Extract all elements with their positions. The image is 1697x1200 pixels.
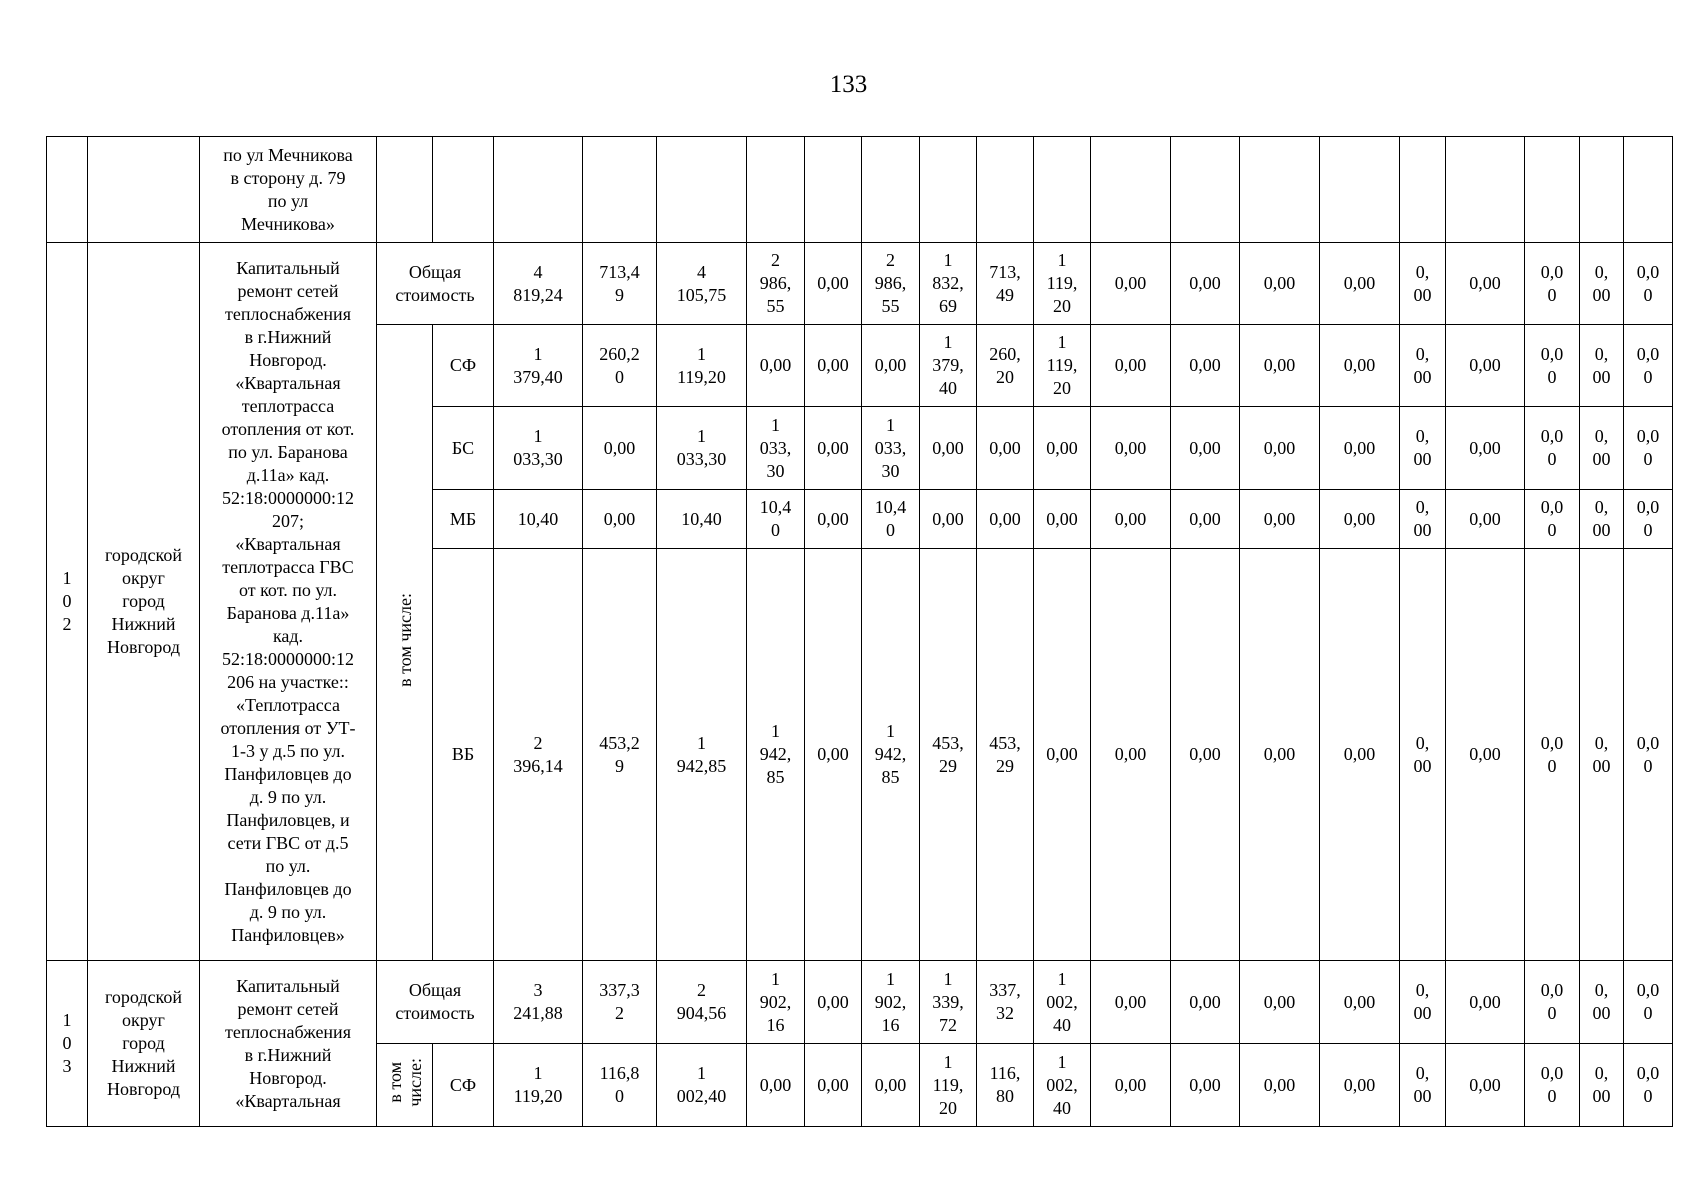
table-row <box>47 243 1673 325</box>
empty-cell <box>1091 137 1171 243</box>
value-cell: 0,00 <box>805 325 862 407</box>
value-cell: 2 986, 55 <box>747 243 805 325</box>
value-cell: 0,00 <box>1034 407 1091 490</box>
project-name-cell: Капитальный ремонт сетей теплоснабжения в г.Нижний Новгород. «Квартальная <box>200 961 377 1127</box>
empty-cell <box>1446 137 1525 243</box>
empty-cell <box>977 137 1034 243</box>
empty-cell <box>1320 137 1400 243</box>
value-cell: 1 033,30 <box>494 407 583 490</box>
value-cell: 337, 32 <box>977 961 1034 1044</box>
value-cell: 0,00 <box>920 407 977 490</box>
value-cell: 0,00 <box>1171 1044 1240 1127</box>
value-cell: 0,00 <box>805 407 862 490</box>
value-cell: 713,4 9 <box>583 243 657 325</box>
value-cell: 0,00 <box>1240 1044 1320 1127</box>
row-number-cell: 1 0 2 <box>47 243 88 961</box>
empty-cell <box>494 137 583 243</box>
value-cell: 1 119, 20 <box>1034 325 1091 407</box>
value-cell: 0,00 <box>1171 243 1240 325</box>
value-cell: 1 832, 69 <box>920 243 977 325</box>
value-cell: 2 986, 55 <box>862 243 920 325</box>
value-cell: 0,00 <box>977 490 1034 549</box>
value-cell: 116, 80 <box>977 1044 1034 1127</box>
empty-cell <box>805 137 862 243</box>
value-cell: 453, 29 <box>977 549 1034 961</box>
empty-cell <box>1171 137 1240 243</box>
value-cell: 0,00 <box>1320 407 1400 490</box>
value-cell: 0,0 0 <box>1624 490 1673 549</box>
empty-cell <box>747 137 805 243</box>
value-cell: 0,00 <box>1446 961 1525 1044</box>
value-cell: 0, 00 <box>1580 490 1624 549</box>
value-cell: 1 379,40 <box>494 325 583 407</box>
value-cell: 0,00 <box>1091 490 1171 549</box>
value-cell: 0,00 <box>1446 407 1525 490</box>
value-cell: 2 396,14 <box>494 549 583 961</box>
value-cell: 0,00 <box>1446 243 1525 325</box>
value-cell: 0,00 <box>805 1044 862 1127</box>
value-cell: 4 105,75 <box>657 243 747 325</box>
budget-table <box>46 136 1673 1127</box>
value-cell: 0, 00 <box>1400 1044 1446 1127</box>
value-cell: 0,00 <box>1091 407 1171 490</box>
empty-cell <box>583 137 657 243</box>
funding-source-label: СФ <box>433 325 494 407</box>
value-cell: 0,00 <box>747 325 805 407</box>
value-cell: 0,0 0 <box>1525 407 1580 490</box>
value-cell: 0,00 <box>805 961 862 1044</box>
row-number-cell: 1 0 3 <box>47 961 88 1127</box>
value-cell: 0,00 <box>1320 1044 1400 1127</box>
value-cell: 10,4 0 <box>747 490 805 549</box>
value-cell: 0,0 0 <box>1525 490 1580 549</box>
value-cell: 0, 00 <box>1400 549 1446 961</box>
value-cell: 0, 00 <box>1580 549 1624 961</box>
value-cell: 0,00 <box>1091 961 1171 1044</box>
funding-source-label: СФ <box>433 1044 494 1127</box>
value-cell: 1 942, 85 <box>747 549 805 961</box>
value-cell: 337,3 2 <box>583 961 657 1044</box>
value-cell: 0,00 <box>1446 1044 1525 1127</box>
value-cell: 0,00 <box>805 549 862 961</box>
value-cell: 0,0 0 <box>1624 549 1673 961</box>
value-cell: 260,2 0 <box>583 325 657 407</box>
value-cell: 0,0 0 <box>1624 961 1673 1044</box>
value-cell: 0,00 <box>1240 490 1320 549</box>
page-number: 133 <box>829 71 868 98</box>
value-cell: 0,00 <box>1171 549 1240 961</box>
funding-source-label: БС <box>433 407 494 490</box>
value-cell: 0,00 <box>862 325 920 407</box>
value-cell: 0,00 <box>1240 243 1320 325</box>
value-cell: 0,00 <box>1171 407 1240 490</box>
value-cell: 0,00 <box>1240 549 1320 961</box>
value-cell: 0,00 <box>583 407 657 490</box>
value-cell: 10,40 <box>657 490 747 549</box>
value-cell: 0, 00 <box>1580 1044 1624 1127</box>
value-cell: 1 002,40 <box>657 1044 747 1127</box>
row-number-cell <box>47 137 88 243</box>
total-cost-label: Общая стоимость <box>377 961 494 1044</box>
funding-source-label: ВБ <box>433 549 494 961</box>
including-label-cell <box>377 1044 433 1127</box>
value-cell: 1 339, 72 <box>920 961 977 1044</box>
value-cell: 0,00 <box>1240 325 1320 407</box>
value-cell: 0,00 <box>862 1044 920 1127</box>
value-cell: 260, 20 <box>977 325 1034 407</box>
value-cell: 0,00 <box>977 407 1034 490</box>
municipality-cell: городской округ город Нижний Новгород <box>88 243 200 961</box>
value-cell: 0,0 0 <box>1525 1044 1580 1127</box>
value-cell: 0,00 <box>1446 325 1525 407</box>
value-cell: 2 904,56 <box>657 961 747 1044</box>
value-cell: 1 379, 40 <box>920 325 977 407</box>
value-cell: 1 033,30 <box>657 407 747 490</box>
value-cell: 0,00 <box>1171 325 1240 407</box>
value-cell: 0,0 0 <box>1624 243 1673 325</box>
value-cell: 1 902, 16 <box>862 961 920 1044</box>
value-cell: 0,00 <box>1240 407 1320 490</box>
value-cell: 0, 00 <box>1400 407 1446 490</box>
empty-cell <box>1624 137 1673 243</box>
value-cell: 0,0 0 <box>1525 961 1580 1044</box>
value-cell: 0,00 <box>1320 325 1400 407</box>
value-cell: 0,00 <box>1171 490 1240 549</box>
municipality-cell: городской округ город Нижний Новгород <box>88 961 200 1127</box>
empty-cell <box>1400 137 1446 243</box>
empty-cell <box>920 137 977 243</box>
value-cell: 0,00 <box>1320 961 1400 1044</box>
empty-cell <box>1580 137 1624 243</box>
value-cell: 0,00 <box>920 490 977 549</box>
value-cell: 0, 00 <box>1580 243 1624 325</box>
empty-cell <box>657 137 747 243</box>
value-cell: 0,0 0 <box>1624 1044 1673 1127</box>
value-cell: 0, 00 <box>1400 961 1446 1044</box>
value-cell: 10,40 <box>494 490 583 549</box>
empty-cell <box>862 137 920 243</box>
value-cell: 1 119,20 <box>657 325 747 407</box>
empty-cell <box>377 137 433 243</box>
project-name-cell: Капитальный ремонт сетей теплоснабжения в г.Нижний Новгород. «Квартальная теплотрасса отопления от кот. по ул. Баранова д.11а» кад. 52:18:0000000:12 207; «Квартальная теплотрасса ГВС от кот. по ул. Баранова д.11а» кад. 52:18:0000000:12 206 на участке:: «Теплотрасса отопления от УТ- 1-3 у д.5 по ул. Панфиловцев до д. 9 по ул. Панфиловцев, и сети ГВС от д.5 по ул. Панфиловцев до д. 9 по ул. Панфиловцев» <box>200 243 377 961</box>
value-cell: 1 033, 30 <box>747 407 805 490</box>
value-cell: 0,00 <box>1034 490 1091 549</box>
value-cell: 1 033, 30 <box>862 407 920 490</box>
value-cell: 1 002, 40 <box>1034 1044 1091 1127</box>
value-cell: 1 119, 20 <box>920 1044 977 1127</box>
total-cost-label: Общая стоимость <box>377 243 494 325</box>
value-cell: 1 119,20 <box>494 1044 583 1127</box>
value-cell: 0,00 <box>1240 961 1320 1044</box>
including-label-cell <box>377 325 433 961</box>
value-cell: 0,00 <box>805 490 862 549</box>
value-cell: 0,00 <box>805 243 862 325</box>
empty-cell <box>433 137 494 243</box>
value-cell: 453, 29 <box>920 549 977 961</box>
value-cell: 0,00 <box>1034 549 1091 961</box>
including-label: в том числе: <box>384 1057 425 1107</box>
value-cell: 4 819,24 <box>494 243 583 325</box>
value-cell: 0,00 <box>1171 961 1240 1044</box>
value-cell: 1 942,85 <box>657 549 747 961</box>
value-cell: 0,00 <box>1446 490 1525 549</box>
funding-source-label: МБ <box>433 490 494 549</box>
value-cell: 1 902, 16 <box>747 961 805 1044</box>
empty-cell <box>1034 137 1091 243</box>
value-cell: 0,00 <box>1320 243 1400 325</box>
value-cell: 0,00 <box>1091 549 1171 961</box>
value-cell: 0, 00 <box>1580 325 1624 407</box>
empty-cell <box>1525 137 1580 243</box>
value-cell: 0,00 <box>1320 549 1400 961</box>
value-cell: 0,00 <box>1091 243 1171 325</box>
value-cell: 0,00 <box>1091 325 1171 407</box>
value-cell: 0, 00 <box>1580 961 1624 1044</box>
value-cell: 1 119, 20 <box>1034 243 1091 325</box>
value-cell: 0,0 0 <box>1624 407 1673 490</box>
municipality-cell <box>88 137 200 243</box>
value-cell: 1 002, 40 <box>1034 961 1091 1044</box>
value-cell: 0, 00 <box>1400 490 1446 549</box>
value-cell: 713, 49 <box>977 243 1034 325</box>
value-cell: 0,00 <box>583 490 657 549</box>
table-row <box>47 961 1673 1044</box>
value-cell: 0,00 <box>747 1044 805 1127</box>
value-cell: 453,2 9 <box>583 549 657 961</box>
value-cell: 0,00 <box>1320 490 1400 549</box>
project-name-cell: по ул Мечникова в сторону д. 79 по ул Мечникова» <box>200 137 377 243</box>
value-cell: 0, 00 <box>1580 407 1624 490</box>
value-cell: 0, 00 <box>1400 325 1446 407</box>
value-cell: 0,0 0 <box>1525 325 1580 407</box>
value-cell: 0,0 0 <box>1624 325 1673 407</box>
value-cell: 0,0 0 <box>1525 549 1580 961</box>
value-cell: 0,00 <box>1446 549 1525 961</box>
value-cell: 0, 00 <box>1400 243 1446 325</box>
value-cell: 0,0 0 <box>1525 243 1580 325</box>
value-cell: 116,8 0 <box>583 1044 657 1127</box>
including-label: в том числе: <box>394 592 415 687</box>
empty-cell <box>1240 137 1320 243</box>
table-row <box>47 137 1673 243</box>
value-cell: 0,00 <box>1091 1044 1171 1127</box>
value-cell: 10,4 0 <box>862 490 920 549</box>
value-cell: 1 942, 85 <box>862 549 920 961</box>
value-cell: 3 241,88 <box>494 961 583 1044</box>
